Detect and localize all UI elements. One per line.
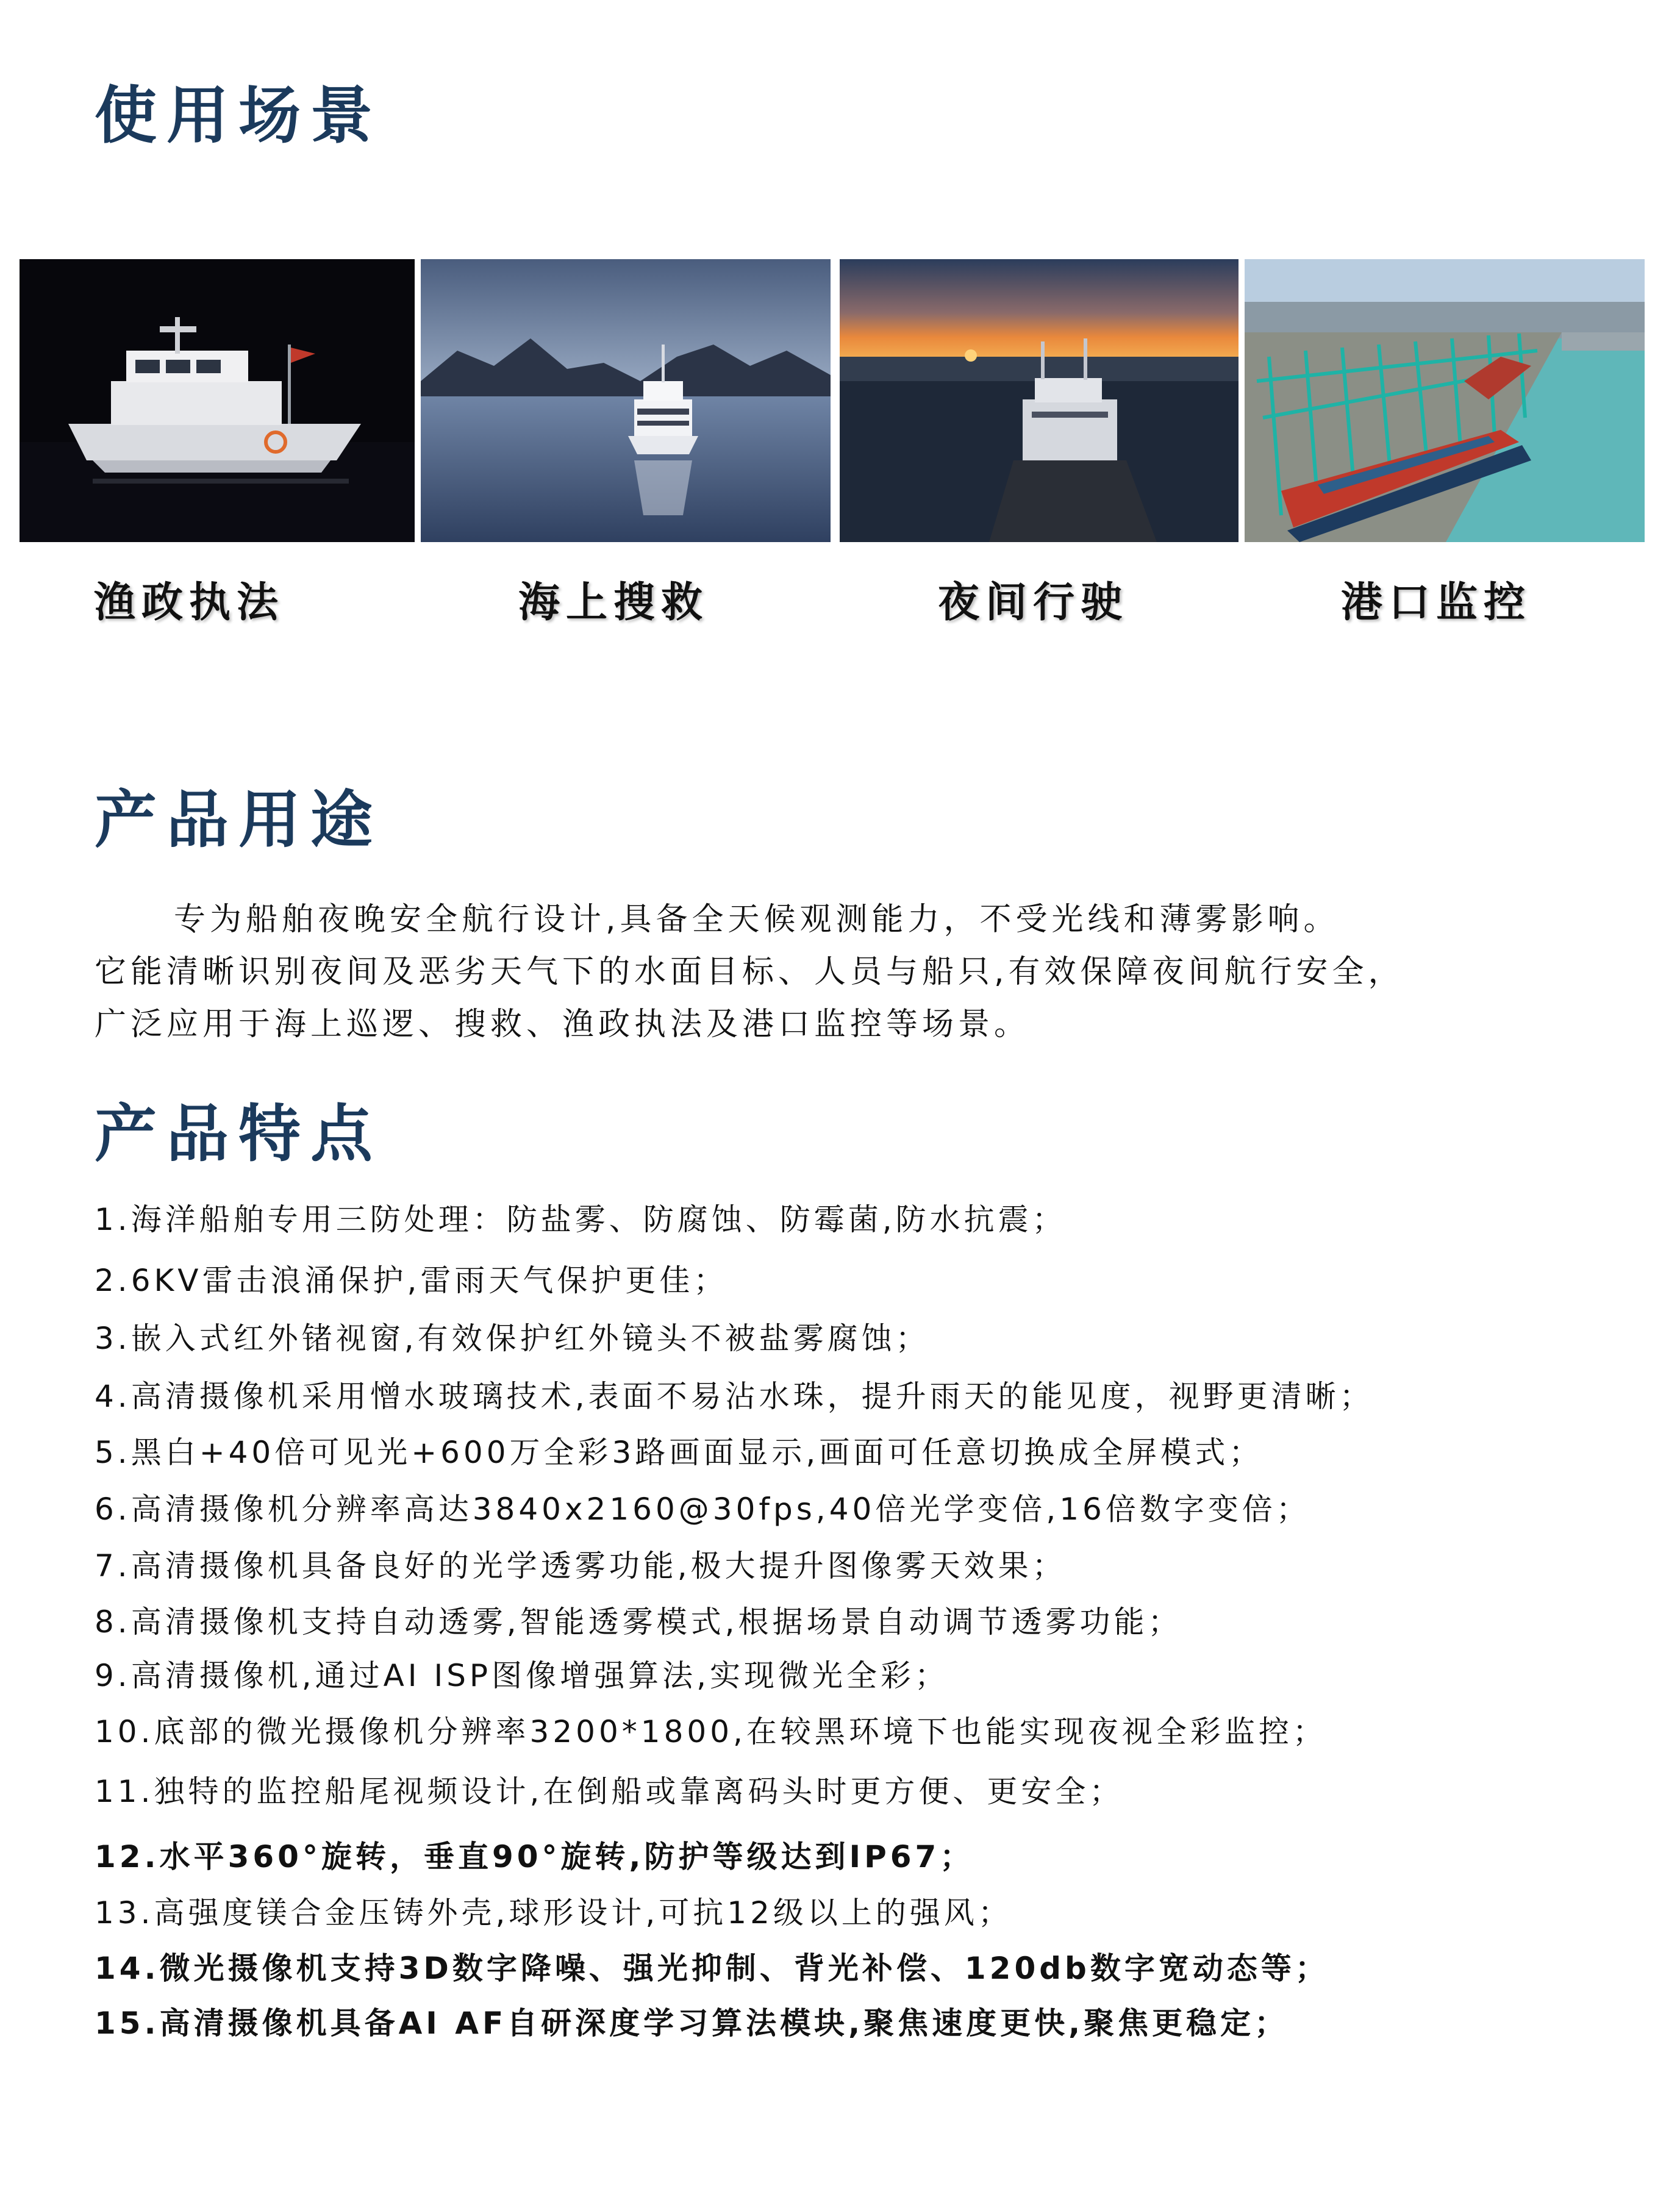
scene-caption-sea-rescue: 海上搜救 — [518, 579, 709, 627]
ferry-on-lake-photo — [421, 259, 831, 542]
feature-item: 4.高清摄像机采用憎水玻璃技术,表面不易沾水珠，提升雨天的能见度，视野更清晰； — [95, 1379, 1374, 1414]
scene-caption-port-monitoring: 港口监控 — [1340, 579, 1531, 627]
features-section-title: 产品特点 — [95, 1098, 382, 1171]
feature-item: 5.黑白+40倍可见光+600万全彩3路画面显示,画面可任意切换成全屏模式； — [95, 1435, 1264, 1470]
ship-at-sunset-photo — [840, 259, 1239, 542]
usage-paragraph-line: 专为船舶夜晚安全航行设计,具备全天候观测能力，不受光线和薄雾影响。 — [174, 901, 1340, 938]
usage-section-title: 产品用途 — [95, 784, 382, 857]
container-port-aerial-photo — [1245, 259, 1645, 542]
feature-item: 1.海洋船舶专用三防处理：防盐雾、防腐蚀、防霉菌,防水抗震； — [95, 1202, 1067, 1237]
scene-caption-fishery-enforcement: 渔政执法 — [93, 579, 284, 627]
feature-item: 3.嵌入式红外锗视窗,有效保护红外镜头不被盐雾腐蚀； — [95, 1321, 930, 1356]
feature-item: 8.高清摄像机支持自动透雾,智能透雾模式,根据场景自动调节透雾功能； — [95, 1604, 1182, 1640]
feature-item: 10.底部的微光摄像机分辨率3200*1800,在较黑环境下也能实现夜视全彩监控； — [95, 1714, 1327, 1749]
night-patrol-boat-photo — [20, 259, 415, 542]
usage-paragraph-line: 它能清晰识别夜间及恶劣天气下的水面目标、人员与船只,有效保障夜间航行安全， — [95, 954, 1404, 990]
scene-caption-night-navigation: 夜间行驶 — [937, 579, 1128, 627]
feature-item: 2.6KV雷击浪涌保护,雷雨天气保护更佳； — [95, 1263, 728, 1298]
feature-item: 15.高清摄像机具备AI AF自研深度学习算法模块,聚焦速度更快,聚焦更稳定； — [95, 2006, 1289, 2041]
usage-paragraph-line: 广泛应用于海上巡逻、搜救、渔政执法及港口监控等场景。 — [95, 1006, 1031, 1043]
scenes-section-title: 使用场景 — [95, 80, 382, 152]
feature-item: 6.高清摄像机分辨率高达3840x2160@30fps,40倍光学变倍,16倍数字变倍； — [95, 1492, 1310, 1527]
feature-item: 14.微光摄像机支持3D数字降噪、强光抑制、背光补偿、120db数字宽动态等； — [95, 1951, 1329, 1986]
feature-item: 13.高强度镁合金压铸外壳,球形设计,可抗12级以上的强风； — [95, 1895, 1012, 1931]
feature-item: 7.高清摄像机具备良好的光学透雾功能,极大提升图像雾天效果； — [95, 1548, 1067, 1584]
feature-item: 9.高清摄像机,通过AI ISP图像增强算法,实现微光全彩； — [95, 1658, 949, 1693]
feature-item: 12.水平360°旋转，垂直90°旋转,防护等级达到IP67； — [95, 1839, 974, 1874]
feature-item: 11.独特的监控船尾视频设计,在倒船或靠离码头时更方便、更安全； — [95, 1774, 1124, 1809]
